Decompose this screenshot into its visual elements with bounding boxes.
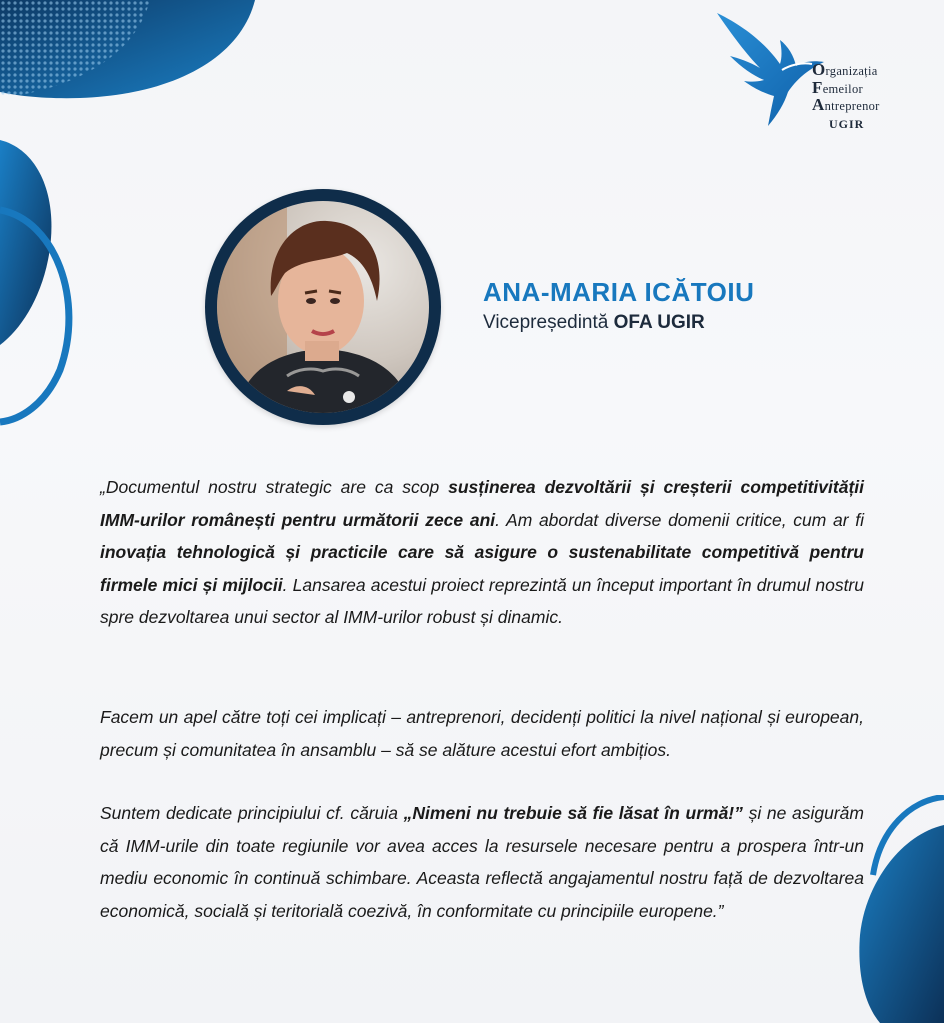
person-role: Vicepreședintă OFA UGIR bbox=[483, 312, 705, 333]
portrait-frame bbox=[205, 189, 441, 425]
top-left-wave-decoration bbox=[0, 0, 260, 110]
quote-paragraph-1 bbox=[100, 471, 864, 634]
quote-run: inovația tehnologică și practicile care să asigure o sustenabilitate competitivă pentru firmele mici și mijlocii bbox=[100, 542, 864, 595]
quote-run: Facem un apel către toți cei implicați – antreprenori, decidenți politici la nivel național și european, precum și comunitatea în ansamblu – să se alăture acestui efort ambițios. bbox=[100, 707, 864, 760]
ofa-ugir-logo bbox=[712, 10, 912, 140]
logo-text bbox=[812, 62, 880, 132]
quote-paragraph-2 bbox=[100, 701, 864, 766]
logo-line-femeilor: Femeilor bbox=[812, 77, 863, 97]
quote-run: . Lansarea acestui proiect reprezintă un început important în drumul nostru spre dezvoltarea unui sector al IMM-urilor robust și dinamic. bbox=[100, 574, 864, 627]
quote-run: „Documentul nostru strategic are ca scop bbox=[100, 477, 449, 497]
quote-paragraph-3 bbox=[100, 797, 864, 927]
logo-line-ugir: UGIR bbox=[829, 116, 865, 131]
quote-run: Suntem dedicate principiului cf. căruia bbox=[100, 803, 404, 823]
logo-line-organizatia: Organizația bbox=[812, 60, 878, 79]
quote-run: și ne asigurăm că IMM-urile din toate regiunile vor avea acces la resursele necesare pentru a prospera într-un mediu economic în continuă schimbare. Aceasta reflectă angajamentul nostru față de dezvoltarea economică, socială și teritorială coezivă, în conformitate cu principiile europene.” bbox=[100, 803, 864, 921]
quote-run: susținerea dezvoltării și creșterii competitivității IMM-urilor românești pentru următorii zece ani bbox=[100, 477, 865, 530]
quote-run: „Nimeni nu trebuie să fie lăsat în urmă!” bbox=[403, 803, 743, 823]
left-arc-decoration bbox=[0, 140, 80, 430]
person-name: ANA-MARIA ICĂTOIU bbox=[483, 277, 755, 307]
logo-line-antreprenor: Antreprenor bbox=[812, 95, 880, 114]
quote-run: . Am abordat diverse domenii critice, cum ar fi bbox=[495, 509, 864, 530]
portrait-photo bbox=[217, 201, 429, 413]
bottom-right-arc-decoration bbox=[855, 795, 944, 1023]
person-silhouette-icon bbox=[217, 201, 429, 413]
